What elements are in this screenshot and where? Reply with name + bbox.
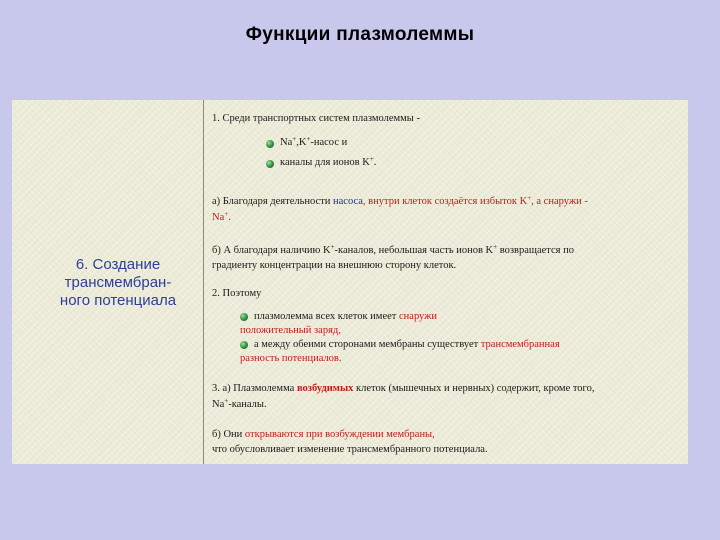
point-a-line-1: а) Благодаря деятельности насоса, внутри клеток создаётся избыток K+, а снаружи -	[212, 194, 588, 207]
point-2-heading: 2. Поэтому	[212, 288, 262, 299]
point-3b-line-1: б) Они открываются при возбуждении мембраны,	[212, 429, 435, 440]
green-bullet-icon	[266, 160, 274, 168]
section-title: 6. Создание трансмембран- ного потенциала	[59, 256, 177, 309]
column-divider	[203, 100, 204, 464]
point-3-line-2: Na+-каналы.	[212, 397, 267, 410]
green-bullet-icon	[266, 140, 274, 148]
slide-title: Функции плазмолеммы	[245, 24, 475, 45]
point-2-bullet-2-line-2: разность потенциалов.	[240, 353, 342, 364]
point-2-bullet-1: плазмолемма всех клеток имеет снаружи	[254, 311, 438, 322]
green-bullet-icon	[240, 313, 248, 321]
point-b-line-1: б) А благодаря наличию K+-каналов, небольшая часть ионов K+ возвращается по	[212, 243, 574, 256]
point-3b-line-2: что обусловливает изменение трансмембранного потенциала.	[212, 444, 488, 455]
point-2-bullet-2: а между обеими сторонами мембраны существует трансмембранная	[254, 339, 560, 350]
point-2-bullet-1-line-2: положительный заряд,	[240, 325, 341, 336]
point-1-bullet-2: каналы для ионов K+.	[280, 155, 377, 168]
point-1-text: 1. Среди транспортных систем плазмолеммы -	[212, 113, 420, 124]
point-b-line-2: градиенту концентрации на внешнюю сторону клеток.	[212, 260, 457, 271]
point-3-line-1: 3. а) Плазмолемма возбудимых клеток (мышечных и нервных) содержит, кроме того,	[212, 383, 595, 394]
content-panel	[12, 100, 688, 464]
content-column	[210, 100, 685, 464]
point-a-line-2: Na+.	[212, 210, 231, 223]
point-1-bullet-1: Na+,K+-насос и	[280, 135, 348, 148]
green-bullet-icon	[240, 341, 248, 349]
